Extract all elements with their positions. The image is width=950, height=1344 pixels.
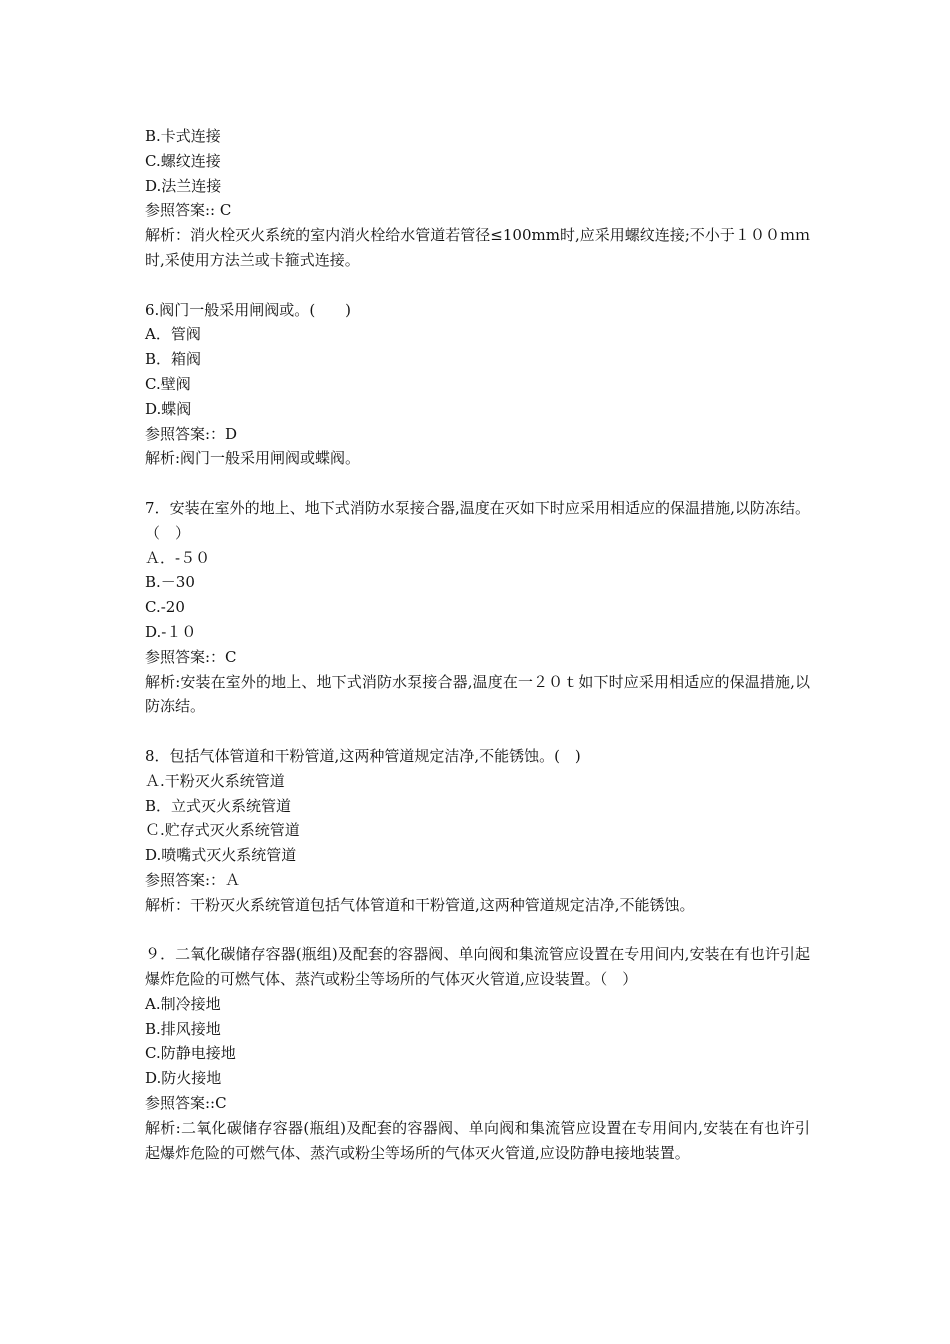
question-6-option-b: B．箱阀 xyxy=(145,350,202,369)
question-8-stem: 8．包括气体管道和干粉管道,这两种管道规定洁净,不能锈蚀。( ) xyxy=(145,746,581,765)
question-7 xyxy=(145,496,810,719)
question-8-option-d: D.喷嘴式灭火系统管道 xyxy=(145,846,297,865)
question-7-answer: 参照答案:：C xyxy=(145,647,237,666)
question-8-option-b: B．立式灭火系统管道 xyxy=(145,796,292,815)
question-7-option-a: Ａ．-５０ xyxy=(145,548,211,567)
question-6-option-a: A．管阀 xyxy=(145,325,201,344)
question-6-analysis: 解析:阀门一般采用闸阀或蝶阀。 xyxy=(145,449,361,468)
question-5-option-b: B.卡式连接 xyxy=(145,127,221,145)
question-6-option-c: C.壁阀 xyxy=(145,374,191,393)
spacer xyxy=(145,273,810,298)
question-5-option-d: D.法兰连接 xyxy=(145,176,222,195)
question-9-option-a: A.制冷接地 xyxy=(145,994,221,1013)
document-page xyxy=(145,124,810,1165)
question-6-answer: 参照答案:：D xyxy=(145,424,238,443)
question-7-option-c: C.-20 xyxy=(145,598,185,617)
question-9-analysis: 解析:二氧化碳储存容器(瓶组)及配套的容器阀、单向阀和集流管应设置在专用间内,安装在有也许引起爆炸危险的可燃气体、蒸汽或粉尘等场所的气体灭火管道,应设防静电接地装置。 xyxy=(145,1118,810,1162)
question-9-answer: 参照答案::C xyxy=(145,1094,227,1113)
question-9-stem: ９．二氧化碳储存容器(瓶组)及配套的容器阀、单向阀和集流管应设置在专用间内,安装在有也许引起爆炸危险的可燃气体、蒸汽或粉尘等场所的气体灭火管道,应设装置。（ ） xyxy=(145,945,810,989)
question-8-option-a: Ａ.干粉灭火系统管道 xyxy=(145,771,285,790)
question-5 xyxy=(145,124,810,273)
question-6-stem: 6.阀门一般采用闸阀或。( ) xyxy=(145,300,352,319)
question-7-stem: 7．安装在室外的地上、地下式消防水泵接合器,温度在灭如下时应采用相适应的保温措施,以防冻结。（ ） xyxy=(145,498,810,542)
question-8 xyxy=(145,744,810,918)
question-9-option-c: C.防静电接地 xyxy=(145,1044,236,1063)
question-8-answer: 参照答案:：Ａ xyxy=(145,870,241,889)
question-7-analysis: 解析:安装在室外的地上、地下式消防水泵接合器,温度在一２０ｔ如下时应采用相适应的保温措施,以防冻结。 xyxy=(145,672,810,716)
question-6 xyxy=(145,298,810,472)
question-6-option-d: D.蝶阀 xyxy=(145,399,192,418)
spacer xyxy=(145,471,810,496)
question-5-option-c: C.螺纹连接 xyxy=(145,151,221,170)
question-8-analysis: 解析：干粉灭火系统管道包括气体管道和干粉管道,这两种管道规定洁净,不能锈蚀。 xyxy=(145,895,695,914)
question-9-option-d: D.防火接地 xyxy=(145,1069,222,1088)
question-5-analysis: 解析：消火栓灭火系统的室内消火栓给水管道若管径≤100mm时,应采用螺纹连接;不小于１００ｍｍ时,采使用方法兰或卡箍式连接。 xyxy=(145,226,810,269)
question-7-option-b: B.－30 xyxy=(145,573,195,592)
question-9 xyxy=(145,942,810,1165)
question-9-option-b: B.排风接地 xyxy=(145,1019,221,1038)
question-8-option-c: Ｃ.贮存式灭火系统管道 xyxy=(145,821,300,840)
question-5-answer: 参照答案:: C xyxy=(145,201,232,220)
question-7-option-d: D.-１０ xyxy=(145,622,197,641)
spacer xyxy=(145,719,810,744)
spacer xyxy=(145,918,810,943)
